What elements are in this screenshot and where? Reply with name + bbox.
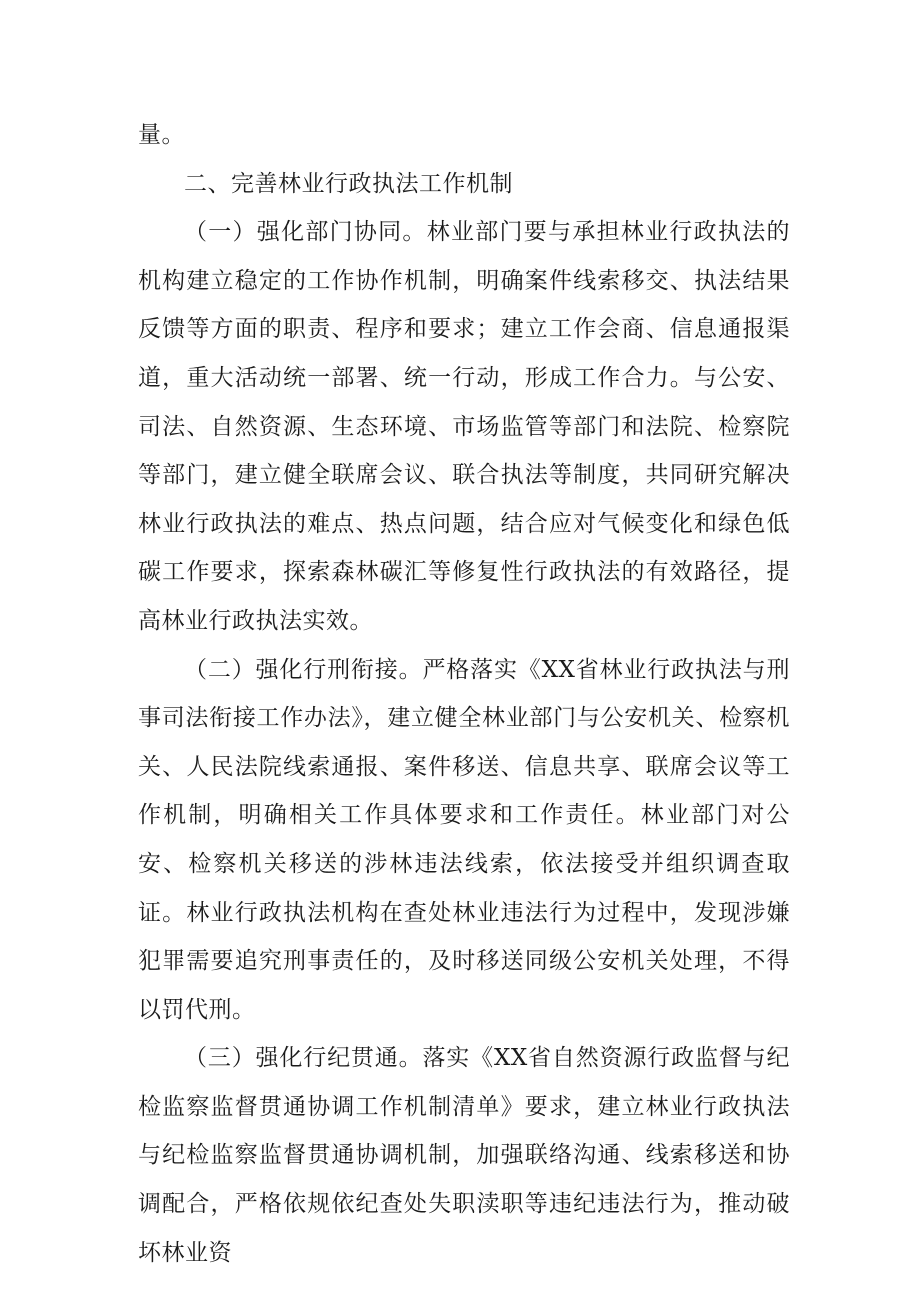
section-heading: 二、完善林业行政执法工作机制 [184,170,513,197]
paragraph-discipline-integration: （三）强化行纪贯通。落实《XX省自然资源行政监督与纪检监察监督贯通协调工作机制清单》要求，建立林业行政执法与纪检监察监督贯通协调机制，加强联络沟通、线索移送和协调配合，严格依规依纪查处失职渎职等违纪违法行为，推动破坏林业资 [138,1045,790,1266]
document-body [138,111,790,1277]
continuation-text: 量。 [138,122,185,148]
paragraph-criminal-linkage: （二）强化行刑衔接。严格落实《XX省林业行政执法与刑事司法衔接工作办法》，建立健全林业部门与公安机关、检察机关、人民法院线索通报、案件移送、信息共享、联席会议等工作机制，明确相关工作具体要求和工作责任。林业部门对公安、检察机关移送的涉林违法线索，依法接受并组织调查取证。林业行政执法机构在查处林业违法行为过程中，发现涉嫌犯罪需要追究刑事责任的，及时移送同级公安机关处理，不得以罚代刑。 [138,656,790,1023]
paragraph-department-coordination: （一）强化部门协同。林业部门要与承担林业行政执法的机构建立稳定的工作协作机制，明确案件线索移交、执法结果反馈等方面的职责、程序和要求；建立工作会商、信息通报渠道，重大活动统一部署、统一行动，形成工作合力。与公安、司法、自然资源、生态环境、市场监管等部门和法院、检察院等部门，建立健全联席会议、联合执法等制度，共同研究解决林业行政执法的难点、热点问题，结合应对气候变化和绿色低碳工作要求，探索森林碳汇等修复性行政执法的有效路径，提高林业行政执法实效。 [138,219,790,634]
